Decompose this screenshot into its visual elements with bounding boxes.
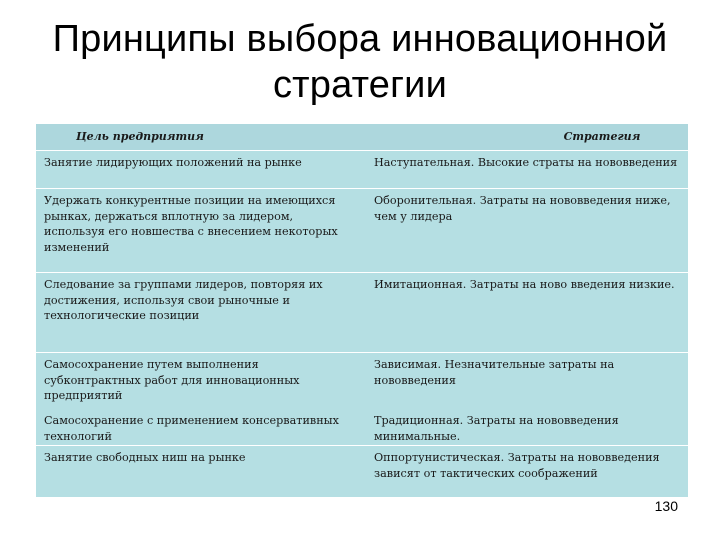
column-header-strategy: Стратегия — [362, 124, 688, 151]
goal-cell: Занятие свободных ниш на рынке — [36, 446, 362, 498]
table-header-row — [36, 124, 688, 151]
slide-title: Принципы выбора инновационной стратегии — [52, 18, 668, 106]
strategy-cell: Наступательная. Высокие страты на нововведения — [362, 151, 688, 189]
goal-cell: Занятие лидирующих положений на рынке — [36, 151, 362, 189]
goal-cell: Следование за группами лидеров, повторяя их достижения, используя свои рыночные и технологические позиции — [36, 273, 362, 353]
goal-cell: Удержать конкурентные позиции на имеющихся рынках, держаться вплотную за лидером, используя его новшества с внесением некоторых изменений — [36, 189, 362, 273]
goal-cell: Самосохранение с применением консервативных технологий — [36, 409, 362, 446]
strategy-cell: Имитационная. Затраты на ново введения низкие. — [362, 273, 688, 353]
goal-cell: Самосохранение путем выполнения субконтрактных работ для инновационных предприятий — [36, 353, 362, 410]
strategy-cell: Оппортунистическая. Затраты на нововведения зависят от тактических соображений — [362, 446, 688, 498]
strategy-table — [36, 124, 688, 497]
table-row — [36, 409, 688, 446]
strategy-cell: Традиционная. Затраты на нововведения минимальные. — [362, 409, 688, 446]
table-row — [36, 151, 688, 189]
page-number: 130 — [654, 498, 678, 514]
table-row — [36, 189, 688, 273]
column-header-goal: Цель предприятия — [36, 124, 362, 151]
table-row — [36, 273, 688, 353]
table-row — [36, 446, 688, 498]
table-row — [36, 353, 688, 410]
strategy-cell: Зависимая. Незначительные затраты на нововведения — [362, 353, 688, 410]
strategy-cell: Оборонительная. Затраты на нововведения ниже, чем у лидера — [362, 189, 688, 273]
